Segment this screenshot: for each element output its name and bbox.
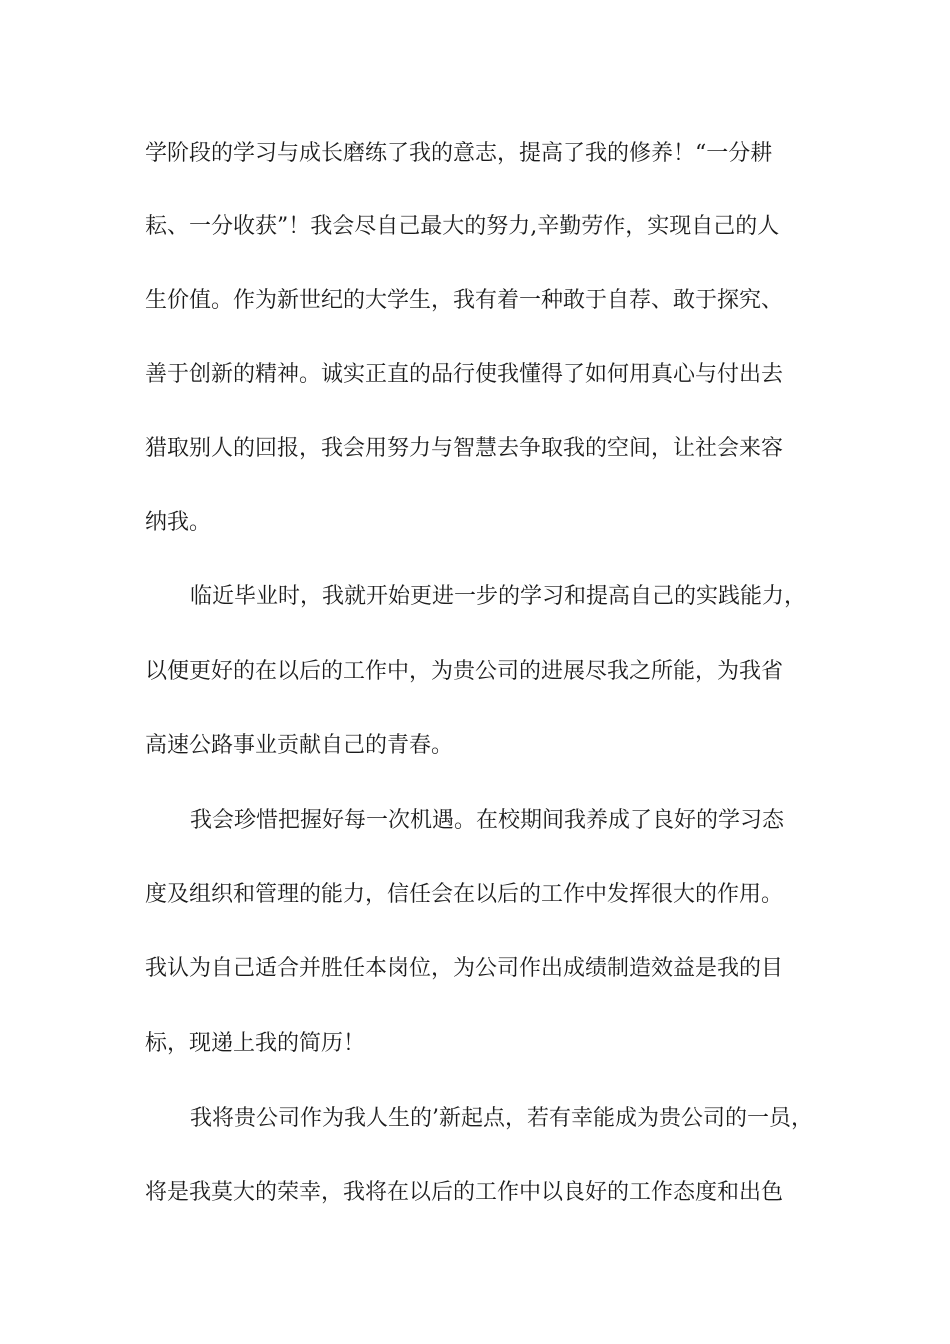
text-line: 纳我。	[145, 510, 212, 535]
text-line: 度及组织和管理的能力，信任会在以后的工作中发挥很大的作用。	[145, 882, 784, 907]
text-line: 我认为自己适合并胜任本岗位，为公司作出成绩制造效益是我的目	[145, 956, 784, 981]
paragraph-first-line: 我将贵公司作为我人生的’新起点，若有幸能成为贵公司的一员，	[190, 1106, 813, 1131]
paragraph-first-line: 我会珍惜把握好每一次机遇。在校期间我养成了良好的学习态	[190, 808, 785, 833]
text-line: 以便更好的在以后的工作中，为贵公司的进展尽我之所能，为我省	[145, 659, 784, 684]
text-line: 标，现递上我的简历！	[145, 1031, 366, 1056]
text-line: 猎取别人的回报，我会用努力与智慧去争取我的空间，让社会来容	[145, 436, 784, 461]
text-line: 善于创新的精神。诚实正直的品行使我懂得了如何用真心与付出去	[145, 362, 784, 387]
text-line: 高速公路事业贡献自己的青春。	[145, 733, 454, 758]
text-line: 学阶段的学习与成长磨练了我的意志，提高了我的修养！“一分耕	[145, 141, 773, 166]
text-line: 将是我莫大的荣幸，我将在以后的工作中以良好的工作态度和出色	[145, 1180, 784, 1205]
paragraph-first-line: 临近毕业时，我就开始更进一步的学习和提高自己的实践能力，	[190, 584, 807, 609]
text-line: 耘、一分收获”！我会尽自己最大的努力,辛勤劳作，实现自己的人	[145, 214, 780, 239]
text-line: 生价值。作为新世纪的大学生，我有着一种敢于自荐、敢于探究、	[145, 288, 784, 313]
